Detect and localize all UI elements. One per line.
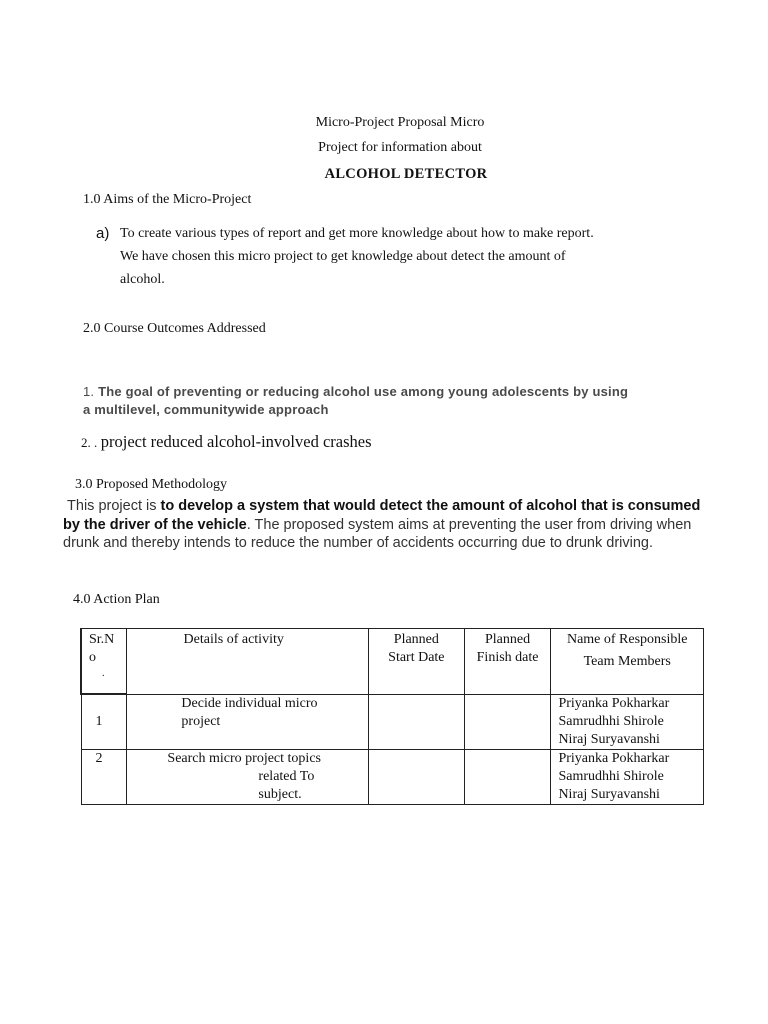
row-1-member-1: Priyanka Pokharkar [558, 695, 670, 711]
section-4-heading: 4.0 Action Plan [73, 592, 160, 607]
row-1-activity-line-2: project [181, 713, 221, 729]
header-line-2: Project for information about [318, 140, 482, 155]
methodology-text-bold: to develop a system that would detect the amount of alcohol that is consumed by the driver of the vehicle [63, 498, 701, 533]
header-srno-line-1: Sr.N [89, 632, 115, 647]
header-finish-line-2: Finish date [476, 650, 539, 665]
header-srno-line-3: . [102, 668, 105, 679]
table-header-row [81, 629, 704, 695]
header-finish-line-1: Planned [485, 632, 531, 647]
header-start-date [369, 629, 465, 695]
row-1-start-date [369, 694, 465, 749]
row-2-srno-value: 2 [95, 750, 103, 766]
outcome-1-line-1: The goal of preventing or reducing alcohol use among young adolescents by using [98, 384, 629, 399]
section-3-heading: 3.0 Proposed Methodology [75, 477, 228, 492]
table-row [81, 749, 704, 804]
header-team-members [551, 629, 704, 695]
row-2-start-date [369, 749, 465, 804]
row-2-finish-date [464, 749, 551, 804]
row-2-member-1: Priyanka Pokharkar [558, 750, 670, 766]
row-2-activity-line-1: Search micro project topics [167, 750, 321, 766]
action-plan-table [80, 628, 704, 805]
methodology-text-post: . The proposed system aims at preventing the user from driving when drunk and thereby intends to reduce the number of accidents occurring due to drunk driving. [63, 516, 692, 551]
outcome-1-number: 1. [83, 384, 95, 399]
row-1-activity [127, 694, 369, 749]
row-1-member-3: Niraj Suryavanshi [558, 731, 660, 747]
row-1-member-2: Samrudhhi Shirole [558, 713, 664, 729]
aim-item-line-2: We have chosen this micro project to get knowledge about detect the amount of [120, 249, 566, 264]
outcome-2-text: project reduced alcohol-involved crashes [100, 432, 372, 451]
header-line-1: Micro-Project Proposal Micro [315, 115, 485, 130]
methodology-text-pre: This project is [67, 498, 161, 514]
methodology-paragraph [63, 497, 703, 553]
row-2-team [551, 749, 704, 804]
row-2-member-3: Niraj Suryavanshi [558, 786, 660, 802]
header-srno-line-2: o [89, 650, 96, 665]
aim-item-marker: a) [96, 225, 110, 242]
header-start-line-2: Start Date [388, 650, 445, 665]
header-team-line-1: Name of Responsible [566, 632, 688, 647]
row-2-srno [81, 749, 127, 804]
section-2-heading: 2.0 Course Outcomes Addressed [83, 321, 266, 336]
row-1-team [551, 694, 704, 749]
outcome-1-line-2: a multilevel, communitywide approach [83, 402, 329, 417]
row-1-finish-date [464, 694, 551, 749]
row-1-activity-line-1: Decide individual micro [181, 695, 318, 711]
row-1-srno [81, 694, 127, 749]
outcome-1 [83, 384, 628, 399]
row-2-activity-line-2: related To [258, 768, 315, 784]
header-start-line-1: Planned [393, 632, 439, 647]
aim-item-line-3: alcohol. [120, 272, 165, 287]
header-team-line-2: Team Members [583, 654, 671, 669]
row-2-member-2: Samrudhhi Shirole [558, 768, 664, 784]
row-1-srno-value: 1 [95, 714, 103, 729]
aim-item-line-1: To create various types of report and get more knowledge about how to make report. [120, 226, 594, 241]
table-row [81, 694, 704, 749]
header-details-label: Details of activity [183, 632, 284, 647]
outcome-2 [81, 432, 372, 452]
document-title: ALCOHOL DETECTOR [324, 166, 488, 182]
header-details [127, 629, 369, 695]
outcome-2-number: 2. . [81, 435, 98, 450]
row-2-activity-line-3: subject. [258, 786, 302, 802]
header-finish-date [464, 629, 551, 695]
section-1-heading: 1.0 Aims of the Micro-Project [83, 192, 252, 207]
row-2-activity [127, 749, 369, 804]
